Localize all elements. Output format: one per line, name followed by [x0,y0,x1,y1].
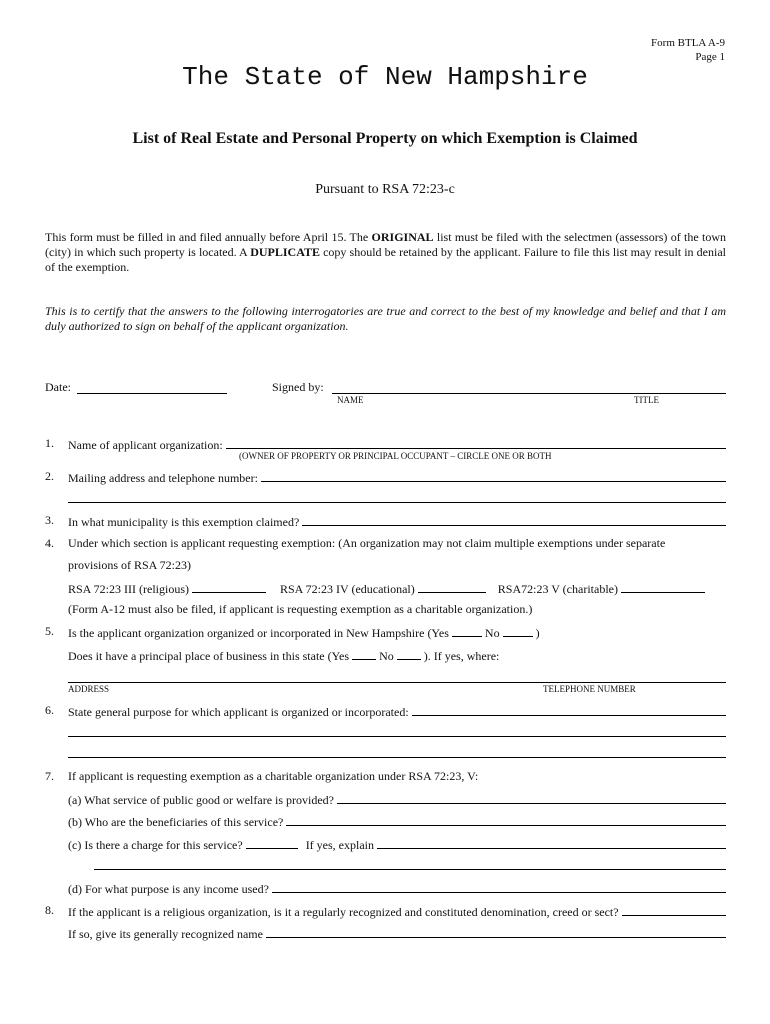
instructions-text: copy should be retained by the applicant. Failure to file this list may result in denial of the exemption. [45,245,726,274]
mailing-address-field-line-2[interactable] [68,502,726,503]
question-number: 2. [45,469,54,483]
general-purpose-field[interactable] [412,703,726,716]
filing-instructions [45,230,726,275]
page-number: Page 1 [695,51,725,63]
explain-field[interactable] [377,836,726,849]
original-emphasis: ORIGINAL [371,230,434,244]
form-identifier [651,36,725,64]
question-2 [45,469,726,485]
date-field[interactable] [77,393,227,394]
beneficiaries-label: (b) Who are the beneficiaries of this service? [68,815,284,829]
recognized-name-label: If so, give its generally recognized name [68,927,263,941]
address-phone-field[interactable] [68,682,726,683]
instructions-text: This form must be filled in and filed annually before April 15. The [45,230,372,244]
exemption-section-label: Under which section is applicant requesting exemption: (An organization may not claim multiple exemptions under separate [68,536,666,550]
service-charge-label: (c) Is there a charge for this service? [68,838,243,852]
charitable-request-label: If applicant is requesting exemption as a charitable organization under RSA 72:23, V: [68,769,479,783]
address-caption: ADDRESS [68,684,110,694]
beneficiaries-field[interactable] [286,813,726,826]
question-3 [45,513,726,529]
charitable-option-label: RSA72:23 V (charitable) [497,582,618,596]
statute-reference: Pursuant to RSA 72:23-c [315,182,455,197]
close-paren: ) [535,626,540,640]
general-purpose-field-line-2[interactable] [68,736,726,737]
mailing-address-field[interactable] [261,469,726,482]
question-1 [45,436,726,452]
question-8 [45,903,726,919]
general-purpose-label: State general purpose for which applicant is organized or incorporated: [68,705,409,719]
question-number: 4. [45,536,54,550]
educational-option-label: RSA 72:23 IV (educational) [280,582,415,596]
date-label: Date: [45,380,71,394]
explain-label: If yes, explain [305,838,374,852]
principal-place-label: Does it have a principal place of business in this state (Yes [68,649,350,663]
principal-place-yes-field[interactable] [352,647,376,660]
question-number: 8. [45,903,54,917]
exemption-section-label-cont: provisions of RSA 72:23) [68,558,192,572]
religious-denomination-label: If the applicant is a religious organization, is it a regularly recognized and constituted denomination, creed or sect? [68,905,619,919]
public-good-label: (a) What service of public good or welfare is provided? [68,793,335,807]
certification-statement: This is to certify that the answers to the following interrogatories are true and correct to the best of my knowledge and belief and that I am duly authorized to sign on behalf of the applicant organization. [45,304,726,333]
telephone-caption: TELEPHONE NUMBER [543,684,636,694]
owner-occupant-caption: (OWNER OF PROPERTY OR PRINCIPAL OCCUPANT – CIRCLE ONE OR BOTH [239,451,552,461]
question-number: 6. [45,703,54,717]
income-purpose-field[interactable] [272,880,726,893]
nh-incorporated-yes-field[interactable] [452,624,482,637]
organization-name-label: Name of applicant organization: [68,438,223,452]
question-6 [45,703,726,719]
title-caption: TITLE [634,395,659,405]
question-7 [45,769,726,785]
public-good-field[interactable] [337,791,726,804]
municipality-field[interactable] [302,513,726,526]
name-caption: NAME [337,395,364,405]
document-title: The State of New Hampshire [182,62,588,92]
question-7a [68,791,726,807]
duplicate-emphasis: DUPLICATE [250,245,320,259]
question-7b [68,813,726,829]
charitable-option-field[interactable] [621,580,705,593]
form-id: Form BTLA A-9 [651,37,725,49]
service-charge-field[interactable] [246,836,298,849]
religious-denomination-field[interactable] [622,903,726,916]
religious-option-label: RSA 72:23 III (religious) [68,582,189,596]
no-label: No [484,626,500,640]
mailing-address-label: Mailing address and telephone number: [68,471,258,485]
form-a12-note: (Form A-12 must also be filed, if applicant is requesting exemption as a charitable organization.) [68,602,533,616]
question-number: 5. [45,624,54,638]
explain-field-line-2[interactable] [94,869,726,870]
question-number: 1. [45,436,54,450]
document-subtitle: List of Real Estate and Personal Property on which Exemption is Claimed [132,130,638,147]
principal-place-question [68,647,499,664]
question-4 [45,536,726,552]
instructions-text: list must be filed with the selectmen (assessors) of the town (city) in which such property is located. A [45,230,726,259]
question-8-sub [68,925,726,941]
income-purpose-label: (d) For what purpose is any income used? [68,882,269,896]
organization-name-field[interactable] [226,436,726,449]
question-number: 3. [45,513,54,527]
signed-by-label: Signed by: [272,380,324,394]
principal-place-where-label: ). If yes, where: [423,649,500,663]
question-5 [45,624,726,640]
signature-field[interactable] [332,393,726,394]
question-number: 7. [45,769,54,783]
educational-option-field[interactable] [418,580,486,593]
no-label: No [379,649,394,663]
municipality-label: In what municipality is this exemption claimed? [68,515,300,529]
nh-incorporated-label: Is the applicant organization organized or incorporated in New Hampshire (Yes [68,626,449,640]
exemption-options [68,580,705,597]
religious-option-field[interactable] [192,580,266,593]
principal-place-no-field[interactable] [397,647,421,660]
general-purpose-field-line-3[interactable] [68,757,726,758]
question-7d [68,880,726,896]
question-7c [68,836,726,852]
nh-incorporated-no-field[interactable] [503,624,533,637]
recognized-name-field[interactable] [266,925,726,938]
